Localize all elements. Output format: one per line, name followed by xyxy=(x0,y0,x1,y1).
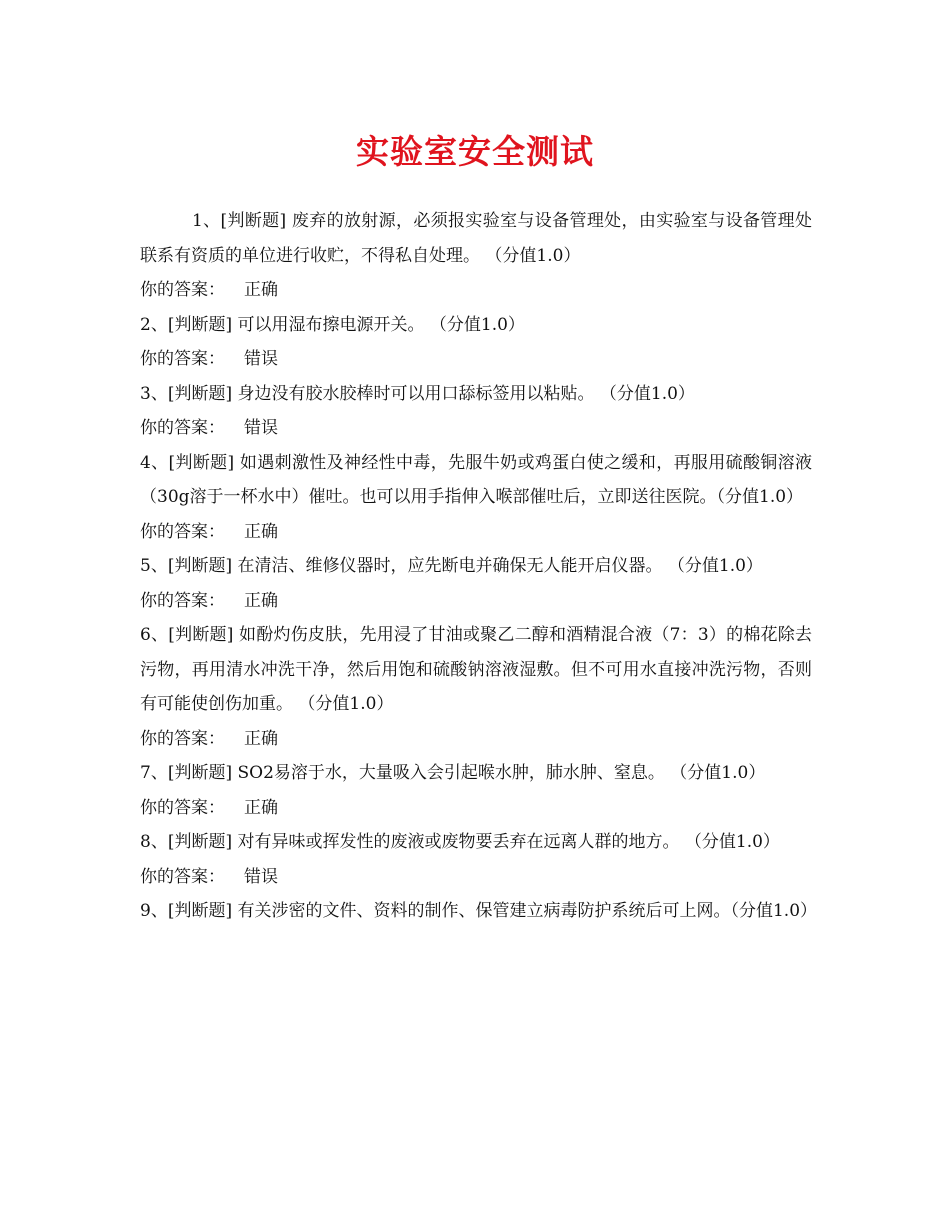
document-title: 实验室安全测试 xyxy=(356,132,594,171)
answer-label: 你的答案： xyxy=(140,280,225,300)
question-6: 6、[判断题] 如酚灼伤皮肤，先用浸了甘油或聚乙二醇和酒精混合液（7：3）的棉花除去污物，再用清水冲洗干净，然后用饱和硫酸钠溶液湿敷。但不可用水直接冲洗污物，否则有可能使创伤加重。 （分值1.0） xyxy=(140,625,812,714)
question-list xyxy=(140,204,818,929)
question-3: 3、[判断题] 身边没有胶水胶棒时可以用口舔标签用以粘贴。 （分值1.0） xyxy=(140,383,695,404)
question-1: 1、[判断题] 废弃的放射源，必须报实验室与设备管理处，由实验室与设备管理处联系有资质的单位进行收贮，不得私自处理。 （分值1.0） xyxy=(140,211,812,266)
question-7: 7、[判断题] SO2易溶于水，大量吸入会引起喉水肿，肺水肿、窒息。 （分值1.0） xyxy=(140,763,766,783)
answer-value: 错误 xyxy=(244,418,278,438)
answer-value: 错误 xyxy=(244,349,278,369)
answer-row-5 xyxy=(140,584,812,619)
answer-label: 你的答案： xyxy=(140,728,225,749)
answer-row-6 xyxy=(140,722,812,757)
answer-value: 正确 xyxy=(244,280,278,300)
answer-label: 你的答案： xyxy=(140,797,225,818)
answer-row-8 xyxy=(140,860,812,895)
answer-label: 你的答案： xyxy=(140,866,225,887)
question-2: 2、[判断题] 可以用湿布擦电源开关。 （分值1.0） xyxy=(140,314,525,335)
answer-value: 正确 xyxy=(244,797,278,818)
answer-label: 你的答案： xyxy=(140,418,225,438)
answer-label: 你的答案： xyxy=(140,590,225,611)
question-4: 4、[判断题] 如遇刺激性及神经性中毒，先服牛奶或鸡蛋白使之缓和，再服用硫酸铜溶液（30g溶于一杯水中）催吐。也可以用手指伸入喉部催吐后，立即送往医院。（分值1.0） xyxy=(140,452,812,507)
answer-value: 正确 xyxy=(244,728,278,749)
answer-label: 你的答案： xyxy=(140,349,225,369)
answer-label: 你的答案： xyxy=(140,521,225,542)
answer-row-3 xyxy=(140,411,812,446)
question-8: 8、[判断题] 对有异味或挥发性的废液或废物要丢弃在远离人群的地方。 （分值1.0） xyxy=(140,832,780,852)
answer-row-2 xyxy=(140,342,812,377)
answer-row-7 xyxy=(140,791,812,826)
answer-row-1 xyxy=(140,273,812,308)
question-9: 9、[判断题] 有关涉密的文件、资料的制作、保管建立病毒防护系统后可上网。（分值1.0） xyxy=(140,901,818,921)
answer-value: 正确 xyxy=(244,521,278,542)
answer-row-4 xyxy=(140,515,812,550)
answer-value: 错误 xyxy=(244,866,278,887)
question-5: 5、[判断题] 在清洁、维修仪器时，应先断电并确保无人能开启仪器。 （分值1.0） xyxy=(140,556,763,576)
answer-value: 正确 xyxy=(244,590,278,611)
